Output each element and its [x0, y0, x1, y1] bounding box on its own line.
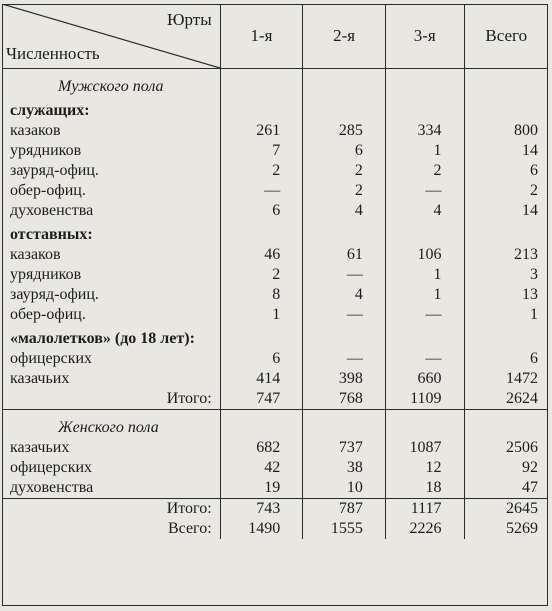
empty-cell	[464, 410, 548, 439]
corner-bottom-label: Численность	[6, 44, 100, 63]
minors-group-heading-title: «малолетков» (до 18 лет):	[2, 325, 220, 349]
row-label: офицерских	[2, 349, 220, 369]
row-label: зауряд-офиц.	[2, 161, 220, 181]
female-section-heading-title: Женского пола	[2, 410, 220, 439]
row-value-total: 2506	[506, 439, 538, 456]
population-table	[2, 4, 548, 539]
row-value-2: 38	[303, 458, 386, 478]
row-value-1: 6	[220, 349, 303, 369]
row-label: урядников	[2, 141, 220, 161]
table-row	[2, 161, 548, 181]
row-value-1: 414	[220, 369, 303, 389]
empty-cell	[220, 221, 303, 245]
row-value-1: 7	[220, 141, 303, 161]
retired-group-heading-title: отставных:	[2, 221, 220, 245]
row-value-3: 1109	[385, 389, 464, 410]
row-value-2: 398	[303, 369, 386, 389]
empty-cell	[303, 69, 386, 98]
header-row	[2, 4, 548, 69]
empty-cell	[385, 325, 464, 349]
row-value-3: 106	[385, 245, 464, 265]
row-value-1: —	[220, 181, 303, 201]
corner-cell	[2, 4, 220, 69]
grand-total-row	[2, 519, 548, 539]
row-value-1: 1	[220, 305, 303, 325]
row-value-3: 1	[385, 285, 464, 305]
empty-cell	[220, 325, 303, 349]
row-value-3: —	[385, 181, 464, 201]
table-row	[2, 265, 548, 285]
table-row	[2, 141, 548, 161]
row-value-3: 12	[385, 458, 464, 478]
empty-cell	[303, 325, 386, 349]
row-value-2: 2	[303, 161, 386, 181]
row-value-1: 42	[220, 458, 303, 478]
row-label: казачьих	[2, 438, 220, 458]
table-row	[2, 121, 548, 141]
row-value-1: 747	[220, 389, 303, 410]
table-row	[2, 458, 548, 478]
empty-cell	[220, 97, 303, 121]
row-value-1: 261	[220, 121, 303, 141]
row-value-1: 2	[220, 265, 303, 285]
row-value-2: 10	[303, 478, 386, 499]
row-value-3: —	[385, 305, 464, 325]
column-header-2: 2-я	[303, 4, 386, 69]
corner-top-label: Юрты	[167, 10, 212, 29]
column-header-total: Всего	[464, 4, 548, 69]
table-row	[2, 369, 548, 389]
row-value-total: 213	[514, 246, 538, 263]
row-value-total: 2624	[506, 390, 538, 407]
row-label: обер-офиц.	[2, 181, 220, 201]
row-value-total: 1	[530, 306, 538, 323]
row-value-1: 1490	[220, 519, 303, 539]
row-value-2: 61	[303, 245, 386, 265]
minors-group-heading	[2, 325, 548, 349]
table-row	[2, 349, 548, 369]
serving-group-heading	[2, 97, 548, 121]
female-section-heading	[2, 410, 548, 439]
empty-cell	[464, 221, 548, 245]
row-value-3: 1	[385, 265, 464, 285]
row-value-2: —	[303, 265, 386, 285]
row-value-2: 1555	[303, 519, 386, 539]
table-row	[2, 181, 548, 201]
row-value-total: 92	[522, 459, 538, 476]
row-value-total: 2645	[464, 499, 548, 520]
row-label: Итого:	[2, 389, 220, 410]
row-value-total: 14	[522, 142, 538, 159]
row-value-2: 768	[303, 389, 386, 410]
row-label: офицерских	[2, 458, 220, 478]
row-value-total: 1472	[506, 370, 538, 387]
row-value-1: 8	[220, 285, 303, 305]
row-label: казаков	[2, 245, 220, 265]
row-value-3: 2	[385, 161, 464, 181]
row-value-3: 334	[385, 121, 464, 141]
row-value-3: 660	[385, 369, 464, 389]
male-section-heading	[2, 69, 548, 98]
row-value-3: —	[385, 349, 464, 369]
row-value-total: 800	[514, 122, 538, 139]
empty-cell	[385, 97, 464, 121]
empty-cell	[303, 410, 386, 439]
row-value-2: 6	[303, 141, 386, 161]
empty-cell	[464, 325, 548, 349]
row-label: казачьих	[2, 369, 220, 389]
row-value-2: 285	[303, 121, 386, 141]
row-value-total: 2	[530, 182, 538, 199]
row-value-3: 1117	[385, 499, 464, 520]
table-row	[2, 305, 548, 325]
row-value-2: 4	[303, 285, 386, 305]
empty-cell	[464, 97, 548, 121]
row-value-total: 6	[530, 350, 538, 367]
serving-group-heading-title: служащих:	[2, 97, 220, 121]
row-value-2: —	[303, 349, 386, 369]
table-row	[2, 438, 548, 458]
row-value-2: 4	[303, 201, 386, 221]
row-label: казаков	[2, 121, 220, 141]
row-label: Итого:	[2, 499, 220, 520]
empty-cell	[303, 221, 386, 245]
male-section-heading-title: Мужского пола	[2, 69, 220, 98]
row-label: обер-офиц.	[2, 305, 220, 325]
empty-cell	[385, 410, 464, 439]
row-label: духовенства	[2, 478, 220, 499]
table-body	[2, 69, 548, 540]
column-header-1: 1-я	[220, 4, 303, 69]
table-row	[2, 245, 548, 265]
row-value-1: 46	[220, 245, 303, 265]
row-value-1: 19	[220, 478, 303, 499]
empty-cell	[464, 69, 548, 98]
row-value-3: 4	[385, 201, 464, 221]
table-row	[2, 201, 548, 221]
row-label: урядников	[2, 265, 220, 285]
row-value-1: 682	[220, 438, 303, 458]
row-value-2: —	[303, 305, 386, 325]
female-total-row	[2, 499, 548, 520]
empty-cell	[220, 69, 303, 98]
row-value-total: 3	[530, 266, 538, 283]
row-value-3: 2226	[385, 519, 464, 539]
row-value-1: 6	[220, 201, 303, 221]
row-value-3: 1087	[385, 438, 464, 458]
row-value-total: 5269	[506, 520, 538, 537]
row-value-3: 1	[385, 141, 464, 161]
row-label: духовенства	[2, 201, 220, 221]
row-value-total: 47	[522, 479, 538, 496]
row-value-1: 2	[220, 161, 303, 181]
row-value-2: 787	[303, 499, 386, 520]
row-value-2: 737	[303, 438, 386, 458]
row-value-3: 18	[385, 478, 464, 499]
empty-cell	[220, 410, 303, 439]
empty-cell	[303, 97, 386, 121]
male-total-row	[2, 389, 548, 410]
row-label: Всего:	[2, 519, 220, 539]
retired-group-heading	[2, 221, 548, 245]
table-row	[2, 285, 548, 305]
column-header-3: 3-я	[385, 4, 464, 69]
row-value-total: 14	[522, 202, 538, 219]
row-value-total: 6	[530, 162, 538, 179]
row-value-total: 13	[522, 286, 538, 303]
table-row	[2, 478, 548, 499]
empty-cell	[385, 221, 464, 245]
row-value-1: 743	[220, 499, 303, 520]
row-value-2: 2	[303, 181, 386, 201]
empty-cell	[385, 69, 464, 98]
row-label: зауряд-офиц.	[2, 285, 220, 305]
